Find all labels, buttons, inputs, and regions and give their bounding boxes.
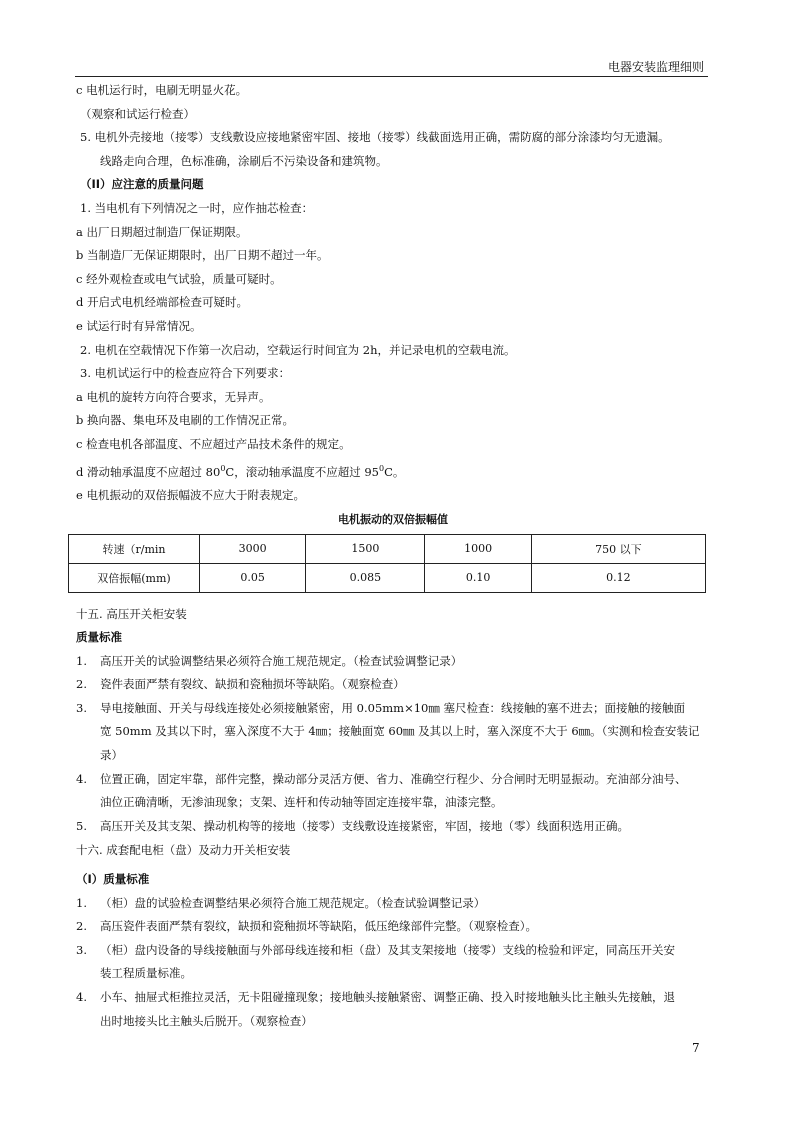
item-number: 2. [76,919,87,934]
text-line-temperature [76,457,710,484]
list-item [76,892,710,916]
text-line: 3. 电机试运行中的检查应符合下列要求： [80,366,291,381]
table-caption: 电机振动的双倍振幅值 [338,512,448,526]
table-cell: 双倍振幅(mm) [69,563,200,592]
text-part: d 滑动轴承温度不应超过 80 [76,464,221,479]
item-number: 5. [76,818,87,833]
item-number: 4. [76,990,87,1005]
item-continuation: 装工程质量标准。 [100,966,192,981]
table-cell: 0.05 [200,563,306,592]
text-line: e 试运行时有异常情况。 [76,318,202,333]
text-line: 线路走向合理，色标准确，涂刷后不污染设备和建筑物。 [100,153,388,168]
text-part: C。 [384,464,405,479]
text-line: d 开启式电机经端部检查可疑时。 [76,295,249,310]
item-text: 导电接触面、开关与母线连接处必须接触紧密，用 0.05mm×10㎜ 塞尺检查：线接触的塞不进去；面接触的接触面 [100,700,685,715]
table-cell: 1000 [425,534,531,563]
superscript: 0 [379,463,385,473]
page-header [75,54,708,77]
item-continuation: 录） [100,748,123,763]
list-item [76,768,710,792]
text-line: c 检查电机各部温度、不应超过产品技术条件的规定。 [76,436,351,451]
text-line: 1. 当电机有下列情况之一时，应作抽芯检查： [80,200,314,215]
page-number: 7 [692,1041,700,1055]
item-continuation: 宽 50mm 及其以下时，塞入深度不大于 4㎜；接触面宽 60㎜ 及其以上时，塞入深度不大于 6㎜。（实测和检查安装记 [100,724,700,739]
item-number: 1. [76,653,87,668]
section-items [76,650,710,839]
item-text: 高压开关的试验调整结果必须符合施工规范规定。（检查试验调整记录） [100,653,463,668]
page-content [76,79,710,1033]
section-title: 十六. 成套配电柜（盘）及动力开关柜安装 [76,843,291,858]
item-number: 3. [76,700,87,715]
table-cell: 0.10 [425,563,531,592]
section-items [76,892,710,1034]
section-subtitle: 质量标准 [76,630,122,645]
vibration-table [68,534,706,593]
text-line: a 出厂日期超过制造厂保证期限。 [76,224,248,239]
item-text: 高压瓷件表面严禁有裂纹，缺损和瓷釉损坏等缺陷，低压绝缘部件完整。（观察检查）。 [100,919,537,934]
text-line: c 经外观检查或电气试验，质量可疑时。 [76,271,282,286]
table-row [69,534,706,563]
item-continuation: 出时地接头比主触头后脱开。（观察检查） [100,1013,313,1028]
item-number: 2. [76,677,87,692]
list-item [76,815,710,839]
text-line: 2. 电机在空载情况下作第一次启动，空载运行时间宜为 2h，并记录电机的空载电流。 [80,342,516,357]
item-continuation: 油位正确清晰，无渗油现象；支架、连杆和传动轴等固定连接牢靠，油漆完整。 [100,795,503,810]
header-title: 电器安装监理细则 [607,60,704,74]
table-cell: 0.085 [306,563,425,592]
list-item [76,673,710,697]
item-number: 1. [76,895,87,910]
item-text: （柜）盘的试验检查调整结果必须符合施工规范规定。（检查试验调整记录） [100,895,486,910]
item-text: 高压开关及其支架、操动机构等的接地（接零）支线敷设连接紧密，牢固，接地（零）线面积选用正确。 [100,818,629,833]
item-text: 瓷件表面严禁有裂纹、缺损和瓷釉损坏等缺陷。（观察检查） [100,677,405,692]
section-subtitle: （I）质量标准 [76,872,150,887]
table-cell: 0.12 [531,563,705,592]
text-line: e 电机振动的双倍振幅波不应大于附表规定。 [76,487,305,502]
subsection-heading: （II）应注意的质量问题 [80,177,204,192]
list-item [76,697,710,721]
text-line: b 换向器、集电环及电刷的工作情况正常。 [76,413,295,428]
item-text: 小车、抽屉式柜推拉灵活，无卡阻碰撞现象；接地触头接触紧密、调整正确、投入时接地触头比主触头先接触，退 [100,990,675,1005]
table-cell: 1500 [306,534,425,563]
table-cell: 3000 [200,534,306,563]
list-item [76,939,710,963]
item-text: （柜）盘内设备的导线接触面与外部母线连接和柜（盘）及其支架接地（接零）支线的检验和评定，同高压开关安 [100,942,675,957]
text-part: C，滚动轴承温度不应超过 95 [225,464,379,479]
table-cell: 750 以下 [531,534,705,563]
section-title: 十五. 高压开关柜安装 [76,606,187,621]
table-cell: 转速（r/min [69,534,200,563]
list-item [76,650,710,674]
list-item [76,915,710,939]
text-line: 5. 电机外壳接地（接零）支线敷设应接地紧密牢固、接地（接零）线截面选用正确，需防腐的部分涂漆均匀无遗漏。 [80,130,670,145]
item-text: 位置正确，固定牢靠，部件完整，操动部分灵活方便、省力、准确空行程少、分合闸时无明显振动。充油部分油号、 [100,771,687,786]
item-number: 3. [76,942,87,957]
superscript: 0 [220,463,226,473]
text-line: b 当制造厂无保证期限时，出厂日期不超过一年。 [76,248,329,263]
text-line: c 电机运行时，电刷无明显火花。 [76,83,248,97]
text-line: a 电机的旋转方向符合要求，无异声。 [76,389,271,404]
text-line: （观察和试运行检查） [80,106,195,121]
table-row [69,563,706,592]
item-number: 4. [76,771,87,786]
list-item [76,986,710,1010]
